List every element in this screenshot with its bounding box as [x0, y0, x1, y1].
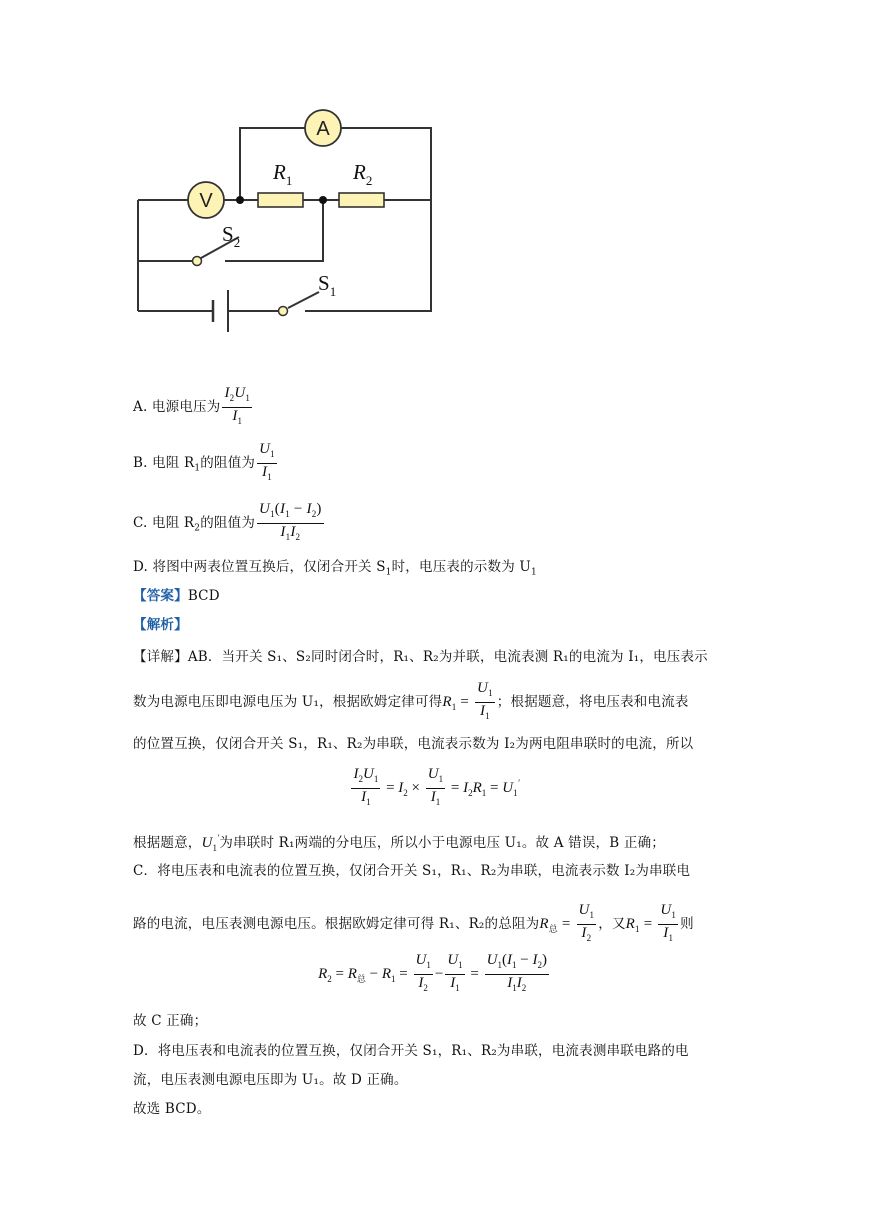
option-a-formula: $\frac{I_2U_1}{I_1}$: [224, 385, 251, 426]
equation-1: $\frac{I_2U_1}{I_1}$ = $I_2$ × $\frac{U_1}{I_1}$ = $I_2R_1 = U_1'$: [353, 766, 520, 807]
resistor-r1: [258, 193, 303, 207]
answer-value: BCD: [187, 588, 220, 604]
detail-line-7: 路的电流，电压表测电源电压。根据欧姆定律可得 R₁、R₂的总阻为$R_总$ = $\frac{U_1}{I_2}$ ，又$R_1$ = $\frac{U_1}{I_1}$ 则: [133, 902, 694, 943]
junction-dot: [236, 196, 244, 204]
option-c: C. 电阻 $R_2$的阻值为 $\frac{U_1(I_1 - I_2)}{I_1I_2}$: [133, 501, 326, 546]
option-d: D. 将图中两表位置互换后，仅闭合开关 $S_1$时，电压表的示数为 $U_1$: [133, 559, 537, 578]
circuit-diagram: [133, 103, 438, 335]
option-a: [133, 385, 254, 430]
s1-label: $S_1$: [318, 271, 337, 299]
detail-line-11: 流，电压表测电源电压即为 U₁。故 D 正确。: [133, 1072, 408, 1088]
s2-label: $S_2$: [222, 222, 241, 250]
equation-2: $R_2 = R_总 - R_1$ = $\frac{U_1}{I_2}$ − $\frac{U_1}{I_1}$ = $\frac{U_1(I_1 - I_2)}{I_1I_2}$: [318, 952, 547, 993]
r2-label: $R_2$: [353, 160, 373, 188]
detail-line-6: C．将电压表和电流表的位置互换，仅闭合开关 S₁，R₁、R₂为串联，电流表示数 I₂为串联电: [133, 863, 691, 879]
detail-line-12: 故选 BCD。: [133, 1101, 211, 1117]
answer-label: 【答案】: [133, 588, 188, 604]
option-c-formula: $\frac{U_1(I_1 - I_2)}{I_1I_2}$: [259, 501, 322, 542]
detail-line-5: 根据题意，$U_1'$为串联时 R₁两端的分电压，所以小于电源电压 U₁。故 A 错误，B 正确；: [133, 833, 665, 853]
switch-s1-pivot: [279, 307, 288, 316]
resistor-r2: [339, 193, 384, 207]
voltmeter: [188, 182, 224, 218]
detail-line-10: D．将电压表和电流表的位置互换，仅闭合开关 S₁，R₁、R₂为串联，电流表测串联电路的电: [133, 1043, 689, 1059]
ammeter: [305, 110, 341, 146]
ohm-r1-formula: $R_1$ = $\frac{U_1}{I_1}$: [442, 680, 493, 721]
switch-s2-pivot: [193, 257, 202, 266]
analysis-line: [133, 615, 188, 635]
detail-label: 【详解】: [133, 649, 188, 665]
voltmeter-label: V: [199, 190, 213, 212]
junction-dot: [319, 196, 327, 204]
detail-line-3: 的位置互换，仅闭合开关 S₁，R₁、R₂为串联，电流表示数为 I₂为两电阻串联时的电流，所以: [133, 736, 694, 752]
option-a-text: A. 电源电压为: [133, 399, 221, 415]
r1-label: $R_1$: [273, 160, 293, 188]
answer-line: [133, 586, 220, 606]
detail-line-9: 故 C 正确；: [133, 1013, 208, 1029]
option-b: B. 电阻 $R_1$的阻值为 $\frac{U_1}{I_1}$: [133, 441, 279, 486]
detail-line-1: 【详解】AB．当开关 S₁、S₂同时闭合时，R₁、R₂为并联，电流表测 R₁的电流为 I₁，电压表示: [133, 649, 708, 665]
analysis-label: 【解析】: [133, 617, 188, 633]
ammeter-label: A: [316, 118, 330, 140]
option-b-formula: $\frac{U_1}{I_1}$: [259, 441, 275, 482]
detail-line-2: 数为电源电压即电源电压为 U₁，根据欧姆定律可得$R_1$ = $\frac{U_1}{I_1}$ ；根据题意，将电压表和电流表: [133, 680, 689, 721]
